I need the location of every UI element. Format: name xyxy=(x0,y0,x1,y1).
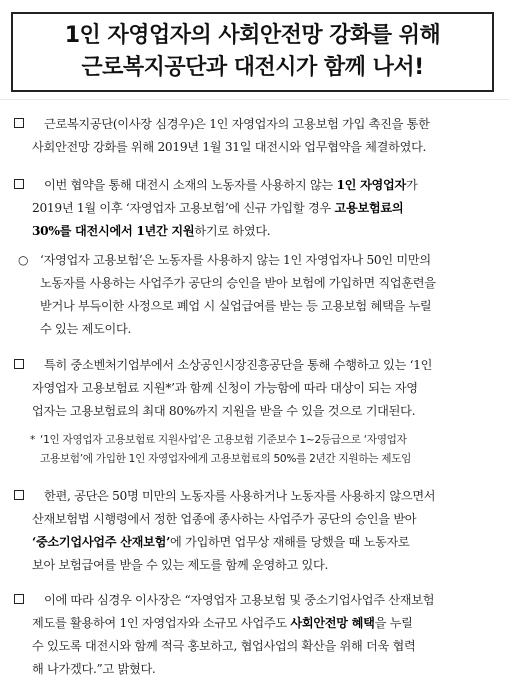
paragraph-5-line-3: 수 있도록 대전시와 함께 적극 홍보하고, 협업사업의 확산을 위해 더욱 협력 xyxy=(32,639,416,653)
paragraph-4 xyxy=(14,485,496,577)
checkbox-bullet-icon xyxy=(14,594,24,604)
checkbox-bullet-icon xyxy=(14,490,24,500)
sub-paragraph-line-2: 노동자를 사용하는 사업주가 공단의 승인을 받아 보험에 가입하면 직업훈련을 xyxy=(40,276,436,290)
emphasis-self-employed: 1인 자영업자 xyxy=(336,178,406,192)
asterisk-marker: * xyxy=(30,434,35,446)
paragraph-2-line-2: 2019년 1월 이후 ‘자영업자 고용보험’에 신규 가입할 경우 고용보험료의 xyxy=(32,201,404,215)
checkbox-bullet-icon xyxy=(14,179,24,189)
paragraph-4-line-1: 한편, 공단은 50명 미만의 노동자를 사용하거나 노동자를 사용하지 않으면서 xyxy=(44,489,436,503)
paragraph-5-line-1: 이에 따라 심경우 이사장은 “자영업자 고용보험 및 중소기업사업주 산재보험 xyxy=(44,593,435,607)
paragraph-2-line-1: 이번 협약을 통해 대전시 소재의 노동자를 사용하지 않는 1인 자영업자가 xyxy=(44,178,418,192)
paragraph-5 xyxy=(14,589,496,681)
paragraph-3-line-1: 특히 중소벤처기업부에서 소상공인시장진흥공단을 통해 수행하고 있는 ‘1인 xyxy=(44,358,433,372)
sub-paragraph-line-4: 수 있는 제도이다. xyxy=(40,322,132,336)
paragraph-2 xyxy=(14,174,496,243)
title-line-2: 근로복지공단과 대전시가 함께 나서! xyxy=(81,55,424,80)
title-box xyxy=(11,12,494,92)
footnote-line-2: 고용보험’에 가입한 1인 자영업자에게 고용보험료의 50%를 2년간 지원하는 제도임 xyxy=(40,453,412,465)
emphasis-safety-net: 사회안전망 혜택 xyxy=(290,616,375,630)
paragraph-3-line-2: 자영업자 고용보험료 지원*’과 함께 신청이 가능함에 따라 대상이 되는 자영 xyxy=(32,381,418,395)
paragraph-5-line-4: 해 나가겠다.”고 밝혔다. xyxy=(32,662,156,676)
title-line-1: 1인 자영업자의 사회안전망 강화를 위해 xyxy=(64,23,441,48)
sub-paragraph xyxy=(18,249,496,341)
divider xyxy=(0,99,509,100)
footnote xyxy=(30,431,500,469)
paragraph-4-line-4: 보아 보험급여를 받을 수 있는 제도를 함께 운영하고 있다. xyxy=(32,558,329,572)
paragraph-5-line-2: 제도를 활용하여 1인 자영업자와 소규모 사업주도 사회안전망 혜택을 누릴 xyxy=(32,616,413,630)
paragraph-3 xyxy=(14,354,496,423)
checkbox-bullet-icon xyxy=(14,359,24,369)
circle-bullet-icon: ○ xyxy=(18,253,29,267)
checkbox-bullet-icon xyxy=(14,118,24,128)
footnote-line-1: ‘1인 자영업자 고용보험료 지원사업’은 고용보험 기준보수 1~2등급으로 ‘자영업자 xyxy=(40,434,407,446)
paragraph-4-line-3: ‘중소기업사업주 산재보험’에 가입하면 업무상 재해를 당했을 때 노동자로 xyxy=(32,535,410,549)
paragraph-3-line-3: 업자는 고용보험료의 최대 80%까지 지원을 받을 수 있을 것으로 기대된다. xyxy=(32,404,416,418)
paragraph-2-line-3: 30%를 대전시에서 1년간 지원하기로 하였다. xyxy=(32,224,271,238)
sub-paragraph-line-3: 받거나 부득이한 사정으로 폐업 시 실업급여를 받는 등 고용보험 혜택을 누릴 xyxy=(40,299,432,313)
paragraph-4-line-2: 산재보험법 시행령에서 정한 업종에 종사하는 사업주가 공단의 승인을 받아 xyxy=(32,512,417,526)
emphasis-support: 30%를 대전시에서 1년간 지원 xyxy=(32,224,195,238)
emphasis-insurance: ‘중소기업사업주 산재보험’ xyxy=(32,535,171,549)
paragraph-1-line-1: 근로복지공단(이사장 심경우)은 1인 자영업자의 고용보험 가입 촉진을 통한 xyxy=(44,117,430,131)
paragraph-1 xyxy=(14,113,496,159)
sub-paragraph-line-1: ‘자영업자 고용보험’은 노동자를 사용하지 않는 1인 자영업자나 50인 미만의 xyxy=(40,253,431,267)
emphasis-premium: 고용보험료의 xyxy=(334,201,404,215)
paragraph-1-line-2: 사회안전망 강화를 위해 2019년 1월 31일 대전시와 업무협약을 체결하였다. xyxy=(32,140,427,154)
